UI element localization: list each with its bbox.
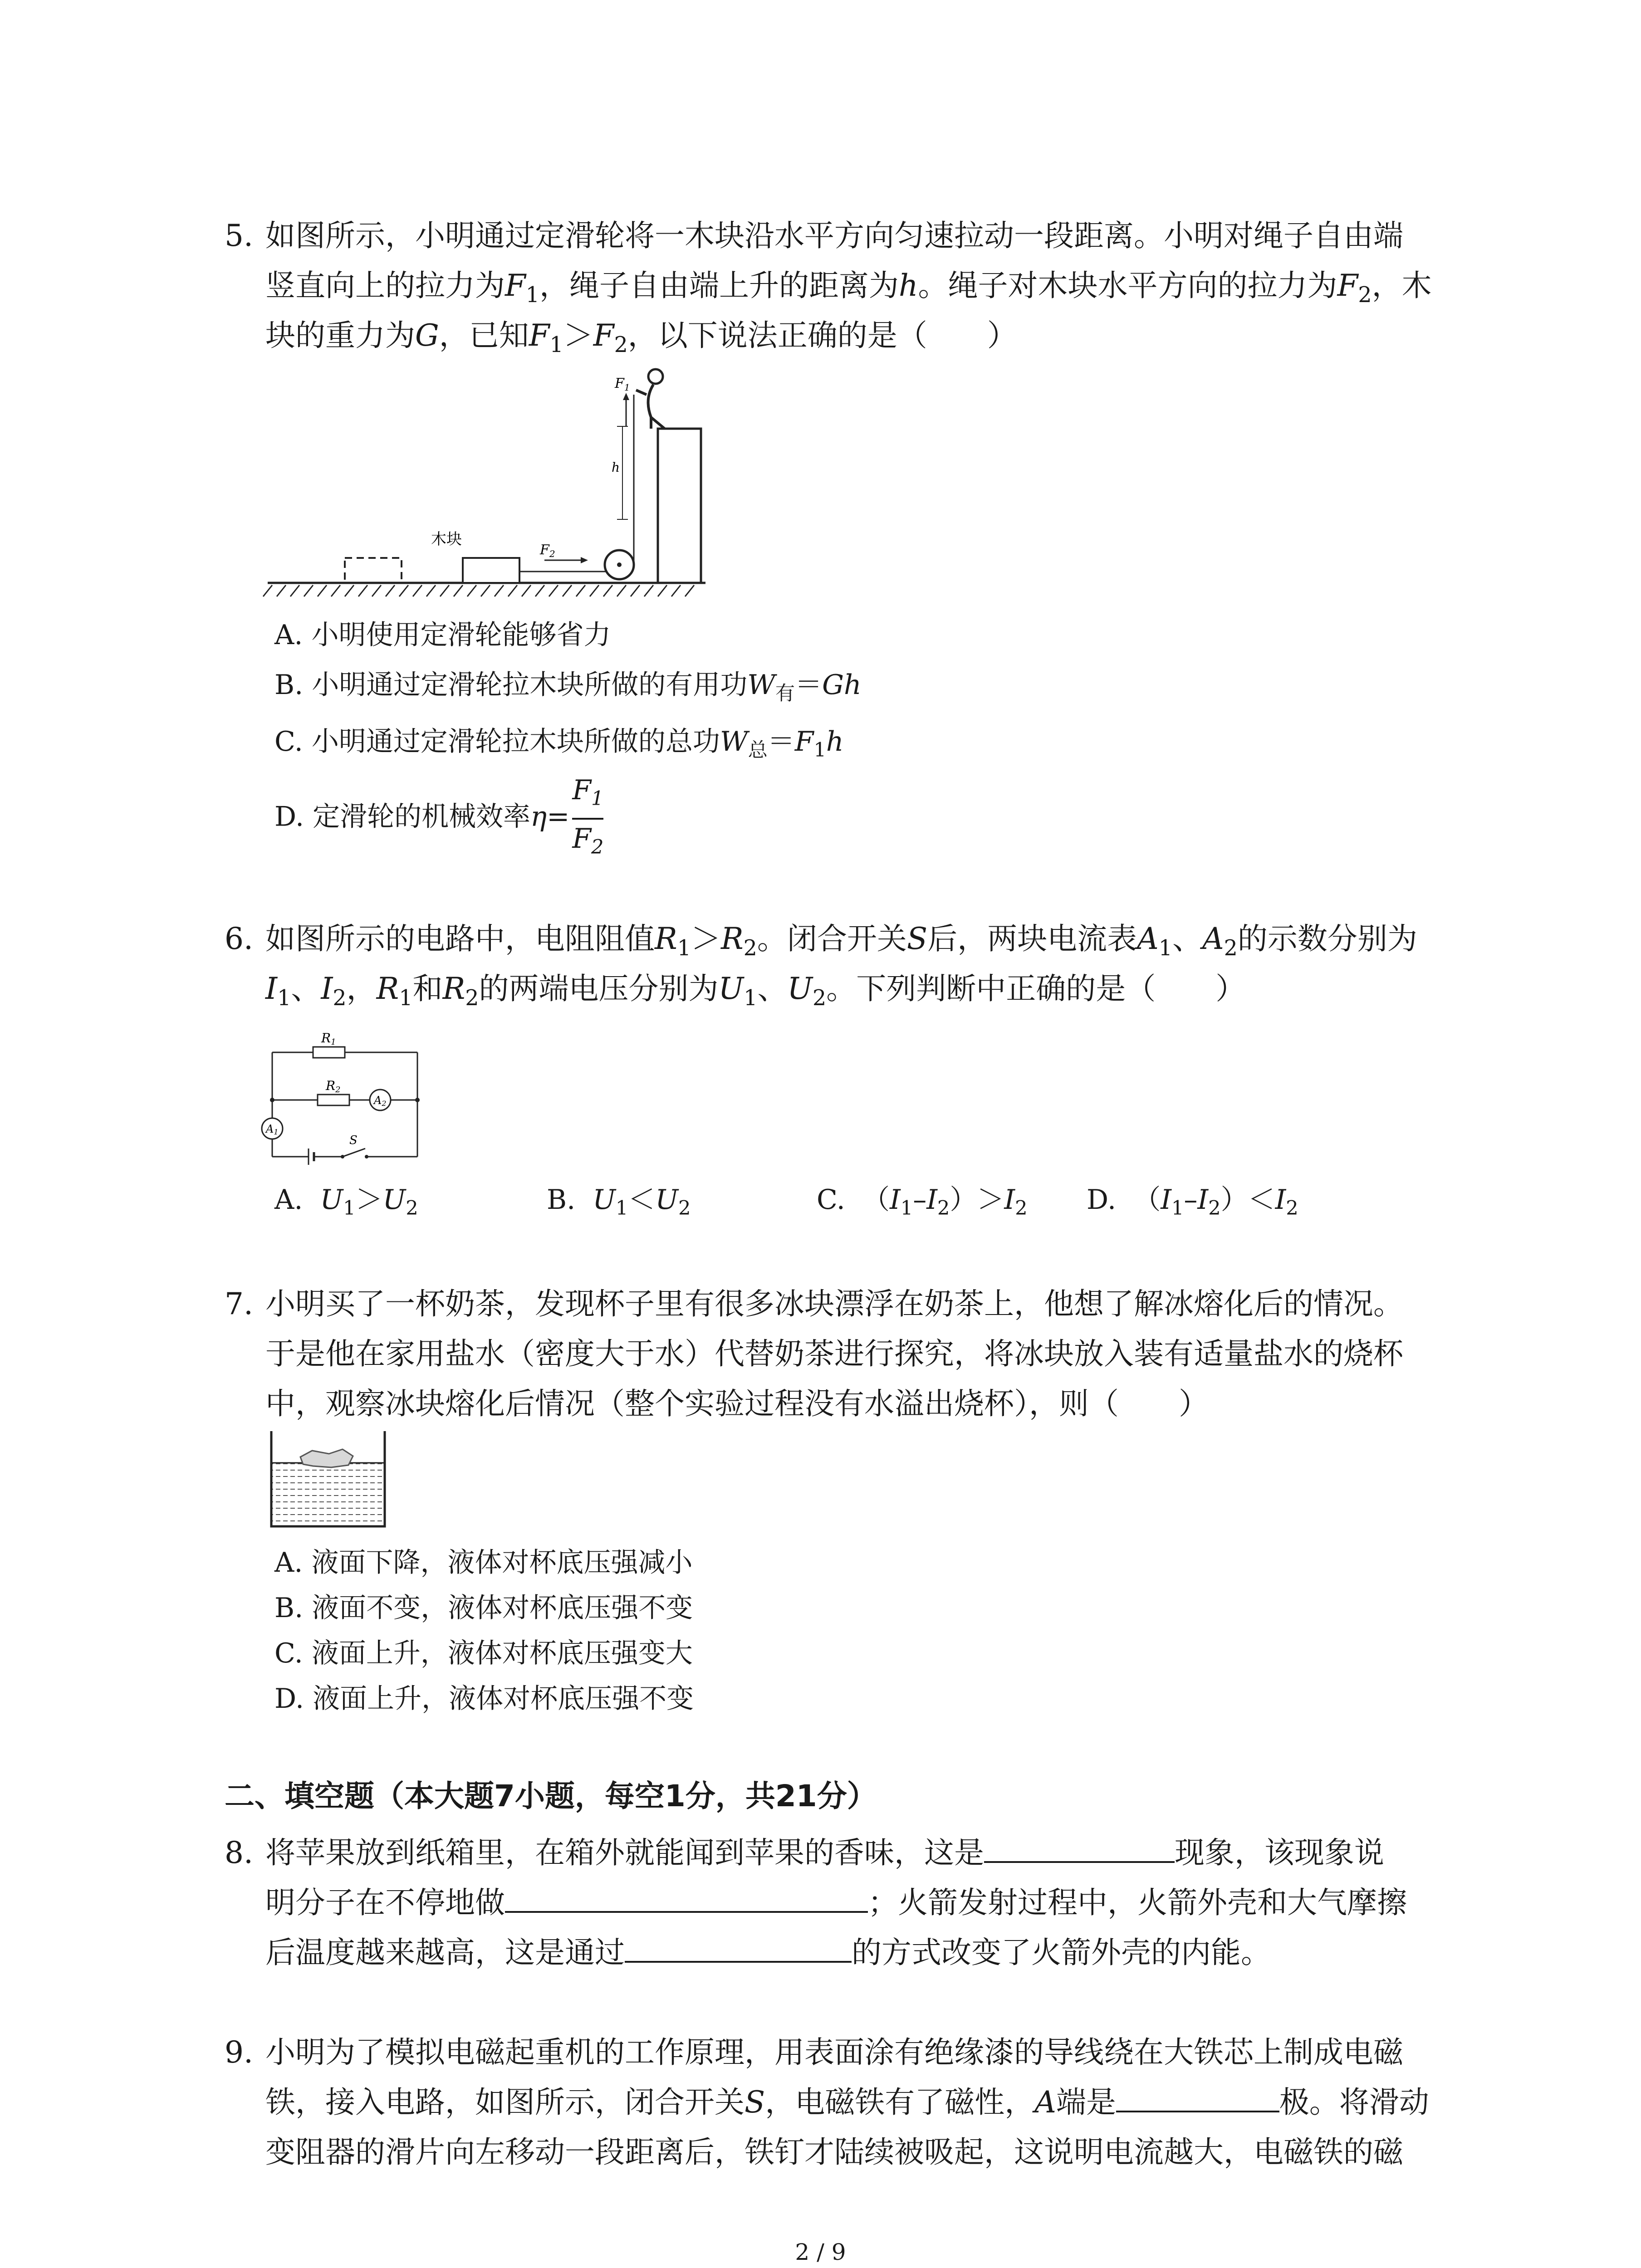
- beaker-figure: [268, 1429, 390, 1533]
- h-label: h: [612, 460, 620, 475]
- person-icon: [648, 369, 663, 384]
- q8-line3: 后温度越来越高，这是通过 的方式改变了火箭外壳的内能。: [265, 1932, 1271, 1973]
- q6-number: 6.: [225, 921, 253, 956]
- f2-label: $F_2$: [540, 542, 555, 559]
- q5-option-d[interactable]: D. 定滑轮的机械效率η= $\frac{F_1}{F_2}$: [274, 771, 603, 866]
- circuit-figure: [268, 1021, 431, 1170]
- q5-line3: 块的重力为G，已知$F_1>F_2$，以下说法正确的是（ ）: [265, 318, 1017, 358]
- q9-line3: 变阻器的滑片向左移动一段距离后，铁钉才陆续被吸起，这说明电流越大，电磁铁的磁: [265, 2135, 1403, 2170]
- efficiency-fraction: $\frac{F_1}{F_2}$: [572, 771, 603, 866]
- page-number: 2 / 9: [795, 2239, 846, 2265]
- block-label: 木块: [431, 530, 462, 548]
- q5-number: 5.: [225, 218, 253, 253]
- a2-label: A2: [374, 1094, 387, 1108]
- switch-s: [343, 1149, 365, 1157]
- q6-line2: $I_1$、$I_2$，$R_1$和$R_2$的两端电压分别为$U_1$、$U_2$。下列判断中正确的是（ ）: [265, 971, 1246, 1011]
- q8-line1: 将苹果放到纸箱里，在箱外就能闻到苹果的香味，这是 现象，该现象说: [265, 1833, 1384, 1873]
- q9-line2: 铁，接入电路，如图所示，闭合开关S，电磁铁有了磁性，A端是 极。将滑动: [265, 2082, 1429, 2123]
- s-label: S: [349, 1134, 358, 1147]
- q9-blank-1[interactable]: [1116, 2082, 1279, 2112]
- q7-option-a[interactable]: A. 液面下降，液体对杯底压强减小: [274, 1547, 693, 1579]
- q8-number: 8.: [225, 1835, 253, 1870]
- q6-line1: 如图所示的电路中，电阻阻值$R_1>R_2$。闭合开关S后，两块电流表$A_1$、$A_2$的示数分别为: [265, 921, 1417, 961]
- q9-number: 9.: [225, 2035, 253, 2070]
- q8-line2: 明分子在不停地做 ；火箭发射过程中，火箭外壳和大气摩擦: [265, 1882, 1407, 1923]
- f1-label: $F_1$: [615, 376, 630, 393]
- a1-label: A1: [266, 1123, 279, 1136]
- platform: [658, 429, 701, 583]
- pulley-figure: [268, 358, 717, 608]
- q6-option-b[interactable]: B. $U_1<U_2$: [547, 1184, 691, 1220]
- q7-option-c[interactable]: C. 液面上升，液体对杯底压强变大: [274, 1637, 693, 1669]
- q5-option-a[interactable]: A. 小明使用定滑轮能够省力: [274, 619, 611, 651]
- r1-label: R1: [321, 1031, 336, 1047]
- q9-line1: 小明为了模拟电磁起重机的工作原理，用表面涂有绝缘漆的导线绕在大铁芯上制成电磁: [265, 2035, 1403, 2070]
- q5-line1: 如图所示，小明通过定滑轮将一木块沿水平方向匀速拉动一段距离。小明对绳子自由端: [265, 218, 1403, 253]
- q5-line2: 竖直向上的拉力为$F_1$，绳子自由端上升的距离为h。绳子对木块水平方向的拉力为$F_2$，木: [265, 268, 1432, 308]
- q7-option-d[interactable]: D. 液面上升，液体对杯底压强不变: [274, 1683, 694, 1715]
- q8-blank-3[interactable]: [625, 1933, 852, 1963]
- q7-line1: 小明买了一杯奶茶，发现杯子里有很多冰块漂浮在奶茶上，他想了解冰熔化后的情况。: [265, 1286, 1403, 1321]
- q6-option-a[interactable]: A. $U_1>U_2$: [274, 1184, 418, 1220]
- ice-cube-icon: [300, 1449, 353, 1467]
- q7-option-b[interactable]: B. 液面不变，液体对杯底压强不变: [274, 1592, 693, 1624]
- q6-option-c[interactable]: C. $(I_1-I_2)>I_2$: [817, 1184, 1028, 1220]
- wooden-block: [463, 558, 519, 583]
- q7-line3: 中，观察冰块熔化后情况（整个实验过程没有水溢出烧杯），则（ ）: [265, 1386, 1209, 1421]
- q5-option-c[interactable]: C. 小明通过定滑轮拉木块所做的总功$W_总=F_1h$: [274, 726, 844, 762]
- salt-water: [271, 1463, 385, 1526]
- block-start-dashed: [345, 558, 402, 583]
- q8-blank-2[interactable]: [505, 1883, 868, 1913]
- q7-number: 7.: [225, 1286, 253, 1321]
- section-2-title: 二、填空题（本大题7小题，每空1分，共21分）: [225, 1779, 877, 1813]
- q8-blank-1[interactable]: [984, 1833, 1175, 1863]
- q7-line2: 于是他在家用盐水（密度大于水）代替奶茶进行探究，将冰块放入装有适量盐水的烧杯: [265, 1336, 1403, 1371]
- q6-option-d[interactable]: D. $(I_1-I_2)<I_2$: [1087, 1184, 1298, 1220]
- q5-option-b[interactable]: B. 小明通过定滑轮拉木块所做的有用功$W_有=Gh$: [274, 669, 862, 705]
- resistor-r2: [318, 1095, 349, 1105]
- r2-label: R2: [326, 1078, 341, 1095]
- resistor-r1: [313, 1047, 345, 1058]
